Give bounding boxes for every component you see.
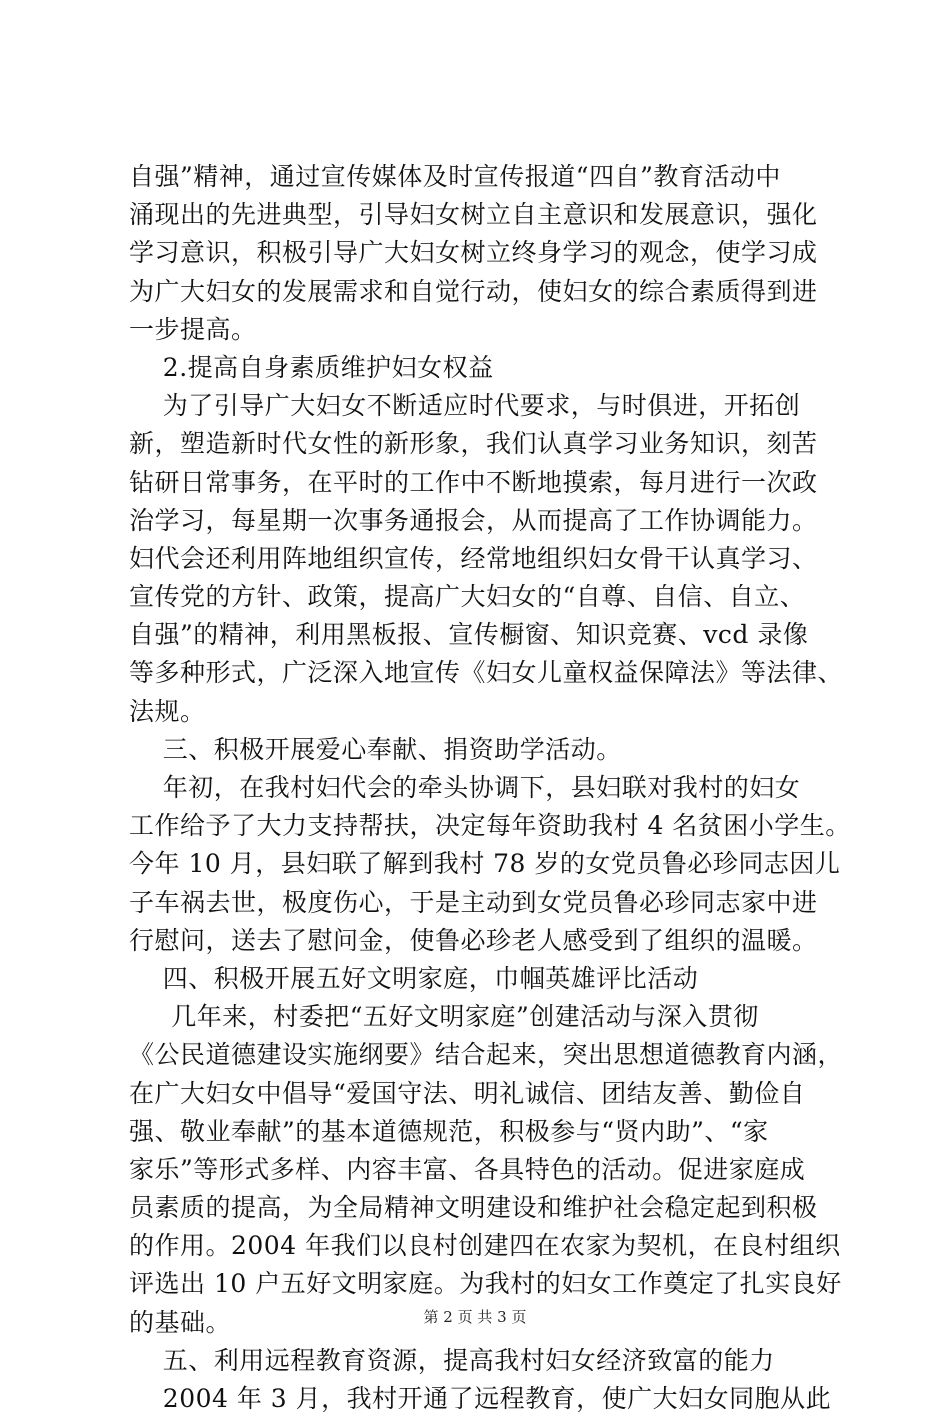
text-line: 评选出 10 户五好文明家庭。为我村的妇女工作奠定了扎实良好 — [129, 1269, 842, 1299]
text-line: 一步提高。 — [129, 314, 257, 344]
text-line: 为广大妇女的发展需求和自觉行动，使妇女的综合素质得到进 — [129, 276, 818, 306]
text-line: 新，塑造新时代女性的新形象，我们认真学习业务知识，刻苦 — [129, 429, 818, 459]
text-line: 强、敬业奉献”的基本道德规范，积极参与“贤内助”、“家 — [129, 1116, 769, 1146]
text-line: 法规。 — [129, 696, 206, 726]
text-line: 的作用。2004 年我们以良村创建四在农家为契机，在良村组织 — [129, 1231, 841, 1261]
page-footer: 第 2 页 共 3 页 — [423, 1308, 527, 1326]
text-line: 三、积极开展爱心奉献、捐资助学活动。 — [129, 734, 622, 764]
text-line: 宣传党的方针、政策，提高广大妇女的“自尊、自信、自立、 — [129, 582, 806, 612]
text-line: 自强”精神，通过宣传媒体及时宣传报道“四自”教育活动中 — [129, 162, 781, 191]
text-line: 几年来，村委把“五好文明家庭”创建活动与深入贯彻 — [129, 1002, 759, 1032]
text-line: 2.提高自身素质维护妇女权益 — [129, 352, 494, 382]
text-line: 2004 年 3 月，我村开通了远程教育，使广大妇女同胞从此 — [129, 1384, 832, 1413]
text-line: 《公民道德建设实施纲要》结合起来，突出思想道德教育内涵， — [129, 1040, 844, 1070]
text-line: 钻研日常事务，在平时的工作中不断地摸索，每月进行一次政 — [129, 467, 818, 497]
text-line: 四、积极开展五好文明家庭，巾帼英雄评比活动 — [129, 963, 699, 993]
text-line: 在广大妇女中倡导“爱国守法、明礼诚信、团结友善、勤俭自 — [129, 1078, 806, 1108]
text-line: 年初，在我村妇代会的牵头协调下，县妇联对我村的妇女 — [129, 773, 801, 802]
text-line: 员素质的提高，为全局精神文明建设和维护社会稳定起到积极 — [129, 1193, 818, 1223]
text-line: 涌现出的先进典型，引导妇女树立自主意识和发展意识，强化 — [129, 200, 818, 230]
text-line: 妇代会还利用阵地组织宣传，经常地组织妇女骨干认真学习、 — [129, 543, 818, 573]
text-line: 的基础。 — [129, 1307, 232, 1337]
text-line: 行慰问，送去了慰问金，使鲁必珍老人感受到了组织的温暖。 — [129, 925, 818, 955]
text-line: 学习意识，积极引导广大妇女树立终身学习的观念，使学习成 — [129, 238, 818, 268]
text-line: 五、利用远程教育资源，提高我村妇女经济致富的能力 — [129, 1345, 775, 1375]
text-line: 治学习，每星期一次事务通报会，从而提高了工作协调能力。 — [129, 505, 818, 535]
text-line: 家乐”等形式多样、内容丰富、各具特色的活动。促进家庭成 — [129, 1154, 806, 1184]
text-line: 子车祸去世，极度伤心，于是主动到女党员鲁必珍同志家中进 — [129, 887, 818, 917]
text-line: 今年 10 月，县妇联了解到我村 78 岁的女党员鲁必珍同志因儿 — [129, 849, 841, 879]
text-line: 工作给予了大力支持帮扶，决定每年资助我村 4 名贫困小学生。 — [129, 811, 851, 841]
text-line: 等多种形式，广泛深入地宣传《妇女儿童权益保障法》等法律、 — [129, 658, 844, 688]
text-line: 为了引导广大妇女不断适应时代要求，与时俱进，开拓创 — [129, 391, 801, 421]
text-line: 自强”的精神，利用黑板报、宣传橱窗、知识竞赛、vcd 录像 — [129, 620, 809, 650]
body-text — [129, 158, 869, 1418]
